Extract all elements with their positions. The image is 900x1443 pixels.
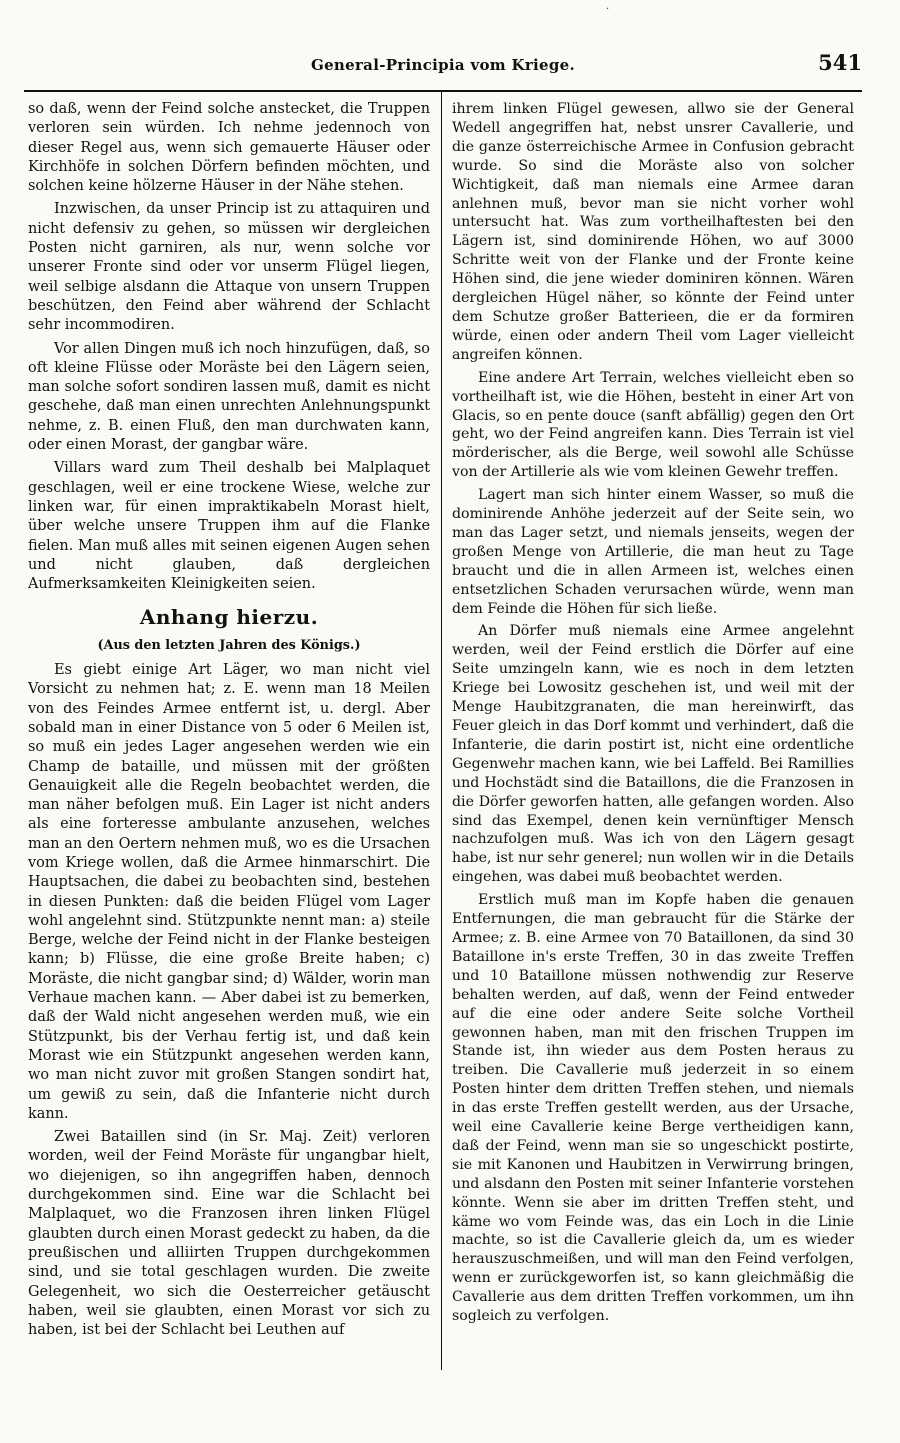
page-number: 541 bbox=[818, 50, 862, 75]
paragraph: Es giebt einige Art Läger, wo man nicht viel Vorsicht zu nehmen hat; z. E. wenn man 18 Meilen von des Feindes Armee entfernt ist, u. dergl. Aber sobald man in einer Distance von 5 oder 6 Meilen ist, so muß ein jedes Lager angesehen werden wie ein Champ de bataille, und müssen mit der größten Genauigkeit alle die Regeln beobachtet werden, die man näher befolgen muß. Ein Lager ist nicht anders als eine forteresse ambulante anzusehen, welches man an den Oertern nehmen muß, wo es die Ursachen vom Kriege wollen, daß die Armee hinmarschirt. Die Hauptsachen, die dabei zu beobachten sind, bestehen in diesen Punkten: daß die beiden Flügel vom Lager wohl angelehnt sind. Stützpunkte nennt man: a) steile Berge, welche der Feind nicht in der Flanke besteigen kann; b) Flüsse, die eine große Breite haben; c) Moräste, die nicht gangbar sind; d) Wälder, worin man Verhaue machen kann. — Aber dabei ist zu bemerken, daß der Wald nicht angesehen werden muß, wie ein Stützpunkt, bis der Verhau fertig ist, und daß kein Morast wie ein Stützpunkt angesehen werden kann, wo man nicht zuvor mit großen Stangen sondirt hat, um gewiß zu sein, daß die Infanterie nicht durch kann. bbox=[28, 662, 430, 1122]
paragraph: Vor allen Dingen muß ich noch hinzufügen, daß, so oft kleine Flüsse oder Moräste bei den Lägern seien, man solche sofort sondiren lassen muß, damit es nicht geschehe, daß man einen unrechten Anlehnungspunkt nehme, z. B. einen Fluß, den man durchwaten kann, oder einen Morast, der gangbar wäre. bbox=[28, 340, 430, 454]
header-rule bbox=[24, 90, 862, 92]
paragraph: Erstlich muß man im Kopfe haben die genauen Entfernungen, die man gebraucht für die Stärke der Armee; z. B. eine Armee von 70 Bataillonen, da sind 30 Bataillone in's erste Treffen, 30 in das zweite Treffen und 10 Bataillone müssen nothwendig zur Reserve behalten werden, auf daß, wenn der Feind entweder auf die eine oder andere Seite solche Vortheil gewonnen haben, man mit den frischen Truppen im Stande ist, ihn wieder aus dem Posten heraus zu treiben. Die Cavallerie muß jederzeit in so einem Posten hinter dem dritten Treffen stehen, und niemals in das erste Treffen gestellt werden, aus der Ursache, weil eine Cavallerie keine Berge vertheidigen kann, daß der Feind, wenn man sie so ungeschickt postirte, sie mit Kanonen und Haubitzen in Verwirrung bringen, und alsdann den Posten mit seiner Infanterie vorstehen könnte. Wenn sie aber im dritten Treffen steht, und käme wo vom Feinde was, das ein Loch in die Linie machte, so ist die Cavallerie gleich da, um es wieder herauszuschmeißen, und will man den Feind verfolgen, wenn er zurückgeworfen ist, so kann gleichmäßig die Cavallerie aus dem dritten Treffen vorkommen, um ihn sogleich zu verfolgen. bbox=[452, 892, 854, 1325]
right-column bbox=[452, 100, 854, 1370]
printer-mark: · bbox=[606, 4, 610, 15]
left-column bbox=[28, 100, 430, 1370]
paragraph: ihrem linken Flügel gewesen, allwo sie der General Wedell angegriffen hat, nebst unsrer Cavallerie, und die ganze österreichische Armee in Confusion gebracht wurde. So sind die Moräste also von solcher Wichtigkeit, daß man niemals eine Armee daran anlehnen muß, bevor man sie nicht vorher wohl untersucht hat. Was zum vortheilhaftesten bei den Lägern ist, sind dominirende Höhen, wo auf 3000 Schritte weit von der Flanke und der Fronte keine Höhen sind, die jene wieder dominiren können. Wären dergleichen Hügel näher, so könnte der Feind unter dem Schutze großer Batterieen, die er da formiren würde, einen oder andern Theil vom Lager vielleicht angreifen können. bbox=[452, 101, 854, 363]
paragraph: Eine andere Art Terrain, welches vielleicht eben so vortheilhaft ist, wie die Höhen, besteht in einer Art von Glacis, so en pente douce (sanft abfällig) gegen den Ort geht, wo der Feind angreifen kann. Dies Terrain ist viel mörderischer, als die Berge, weil sowohl alle Schüsse von der Artillerie als wie vom kleinen Gewehr treffen. bbox=[452, 369, 854, 481]
paragraph: Villars ward zum Theil deshalb bei Malplaquet geschlagen, weil er eine trockene Wiese, welche zur linken war, für einen impraktikabeln Morast hielt, über welche unsere Truppen ihm auf die Flanke fielen. Man muß alles mit seinen eigenen Augen sehen und nicht glauben, daß dergleichen Aufmerksamkeiten Kleinigkeiten seien. bbox=[28, 460, 430, 593]
paragraph: so daß, wenn der Feind solche anstecket, die Truppen verloren sein würden. Ich nehme jedennoch von dieser Regel aus, wenn sich gemauerte Häuser oder Kirchhöfe in solchen Dörfern befinden möchten, und solchen keine hölzerne Häuser in der Nähe stehen. bbox=[28, 101, 430, 195]
paragraph: Inzwischen, da unser Princip ist zu attaquiren und nicht defensiv zu gehen, so müssen wir dergleichen Posten nicht garniren, als nur, wenn solche vor unserer Fronte sind oder vor unserm Flügel liegen, weil selbige alsdann die Attaque von unsern Truppen beschützen, den Feind aber während der Schlacht sehr incommodiren. bbox=[28, 201, 430, 334]
paragraph: Lagert man sich hinter einem Wasser, so muß die dominirende Anhöhe jederzeit auf der Seite sein, wo man das Lager setzt, und niemals jenseits, wegen der großen Menge von Artillerie, die man heut zu Tage braucht und die in allen Armeen ist, welches einen entsetzlichen Schaden verursachen würde, wenn man dem Feinde die Höhen für sich ließe. bbox=[452, 487, 854, 617]
column-divider bbox=[441, 92, 442, 1370]
paragraph: An Dörfer muß niemals eine Armee angelehnt werden, weil der Feind erstlich die Dörfer auf eine Seite umzingeln kann, wie es noch in dem letzten Kriege bei Lowositz geschehen ist, und weil mit der Menge Haubitzgranaten, die man hereinwirft, das Feuer gleich in das Dorf kommt und verhindert, daß die Infanterie, die darin postirt ist, nicht eine ordentliche Gegenwehr machen kann, wie bei Laffeld. Bei Ramillies und Hochstädt sind die Bataillons, die die Franzosen in die Dörfer geworfen hatten, alle gefangen worden. Also sind das Exempel, denen kein vernünftiger Mensch nachzufolgen muß. Was ich von den Lägern gesagt habe, ist nur sehr generel; nun wollen wir in die Details eingehen, was dabei muß beobachtet werden. bbox=[452, 623, 854, 886]
section-heading: Anhang hierzu. bbox=[139, 605, 319, 630]
section-subtitle: (Aus den letzten Jahren des Königs.) bbox=[97, 637, 361, 653]
page-header bbox=[24, 50, 862, 86]
running-title: General-Principia vom Kriege. bbox=[310, 56, 576, 74]
paragraph: Zwei Bataillen sind (in Sr. Maj. Zeit) verloren worden, weil der Feind Moräste für ungangbar hielt, wo diejenigen, so ihn angegriffen haben, dennoch durchgekommen sind. Eine war die Schlacht bei Malplaquet, wo die Franzosen ihren linken Flügel glaubten durch einen Morast gedeckt zu haben, da die preußischen und alliirten Truppen durchgekommen sind, und sie total geschlagen wurden. Die zweite Gelegenheit, wo sich die Oesterreicher getäuscht haben, weil sie glaubten, einen Morast vor sich zu haben, ist bei der Schlacht bei Leuthen auf bbox=[28, 1129, 430, 1339]
